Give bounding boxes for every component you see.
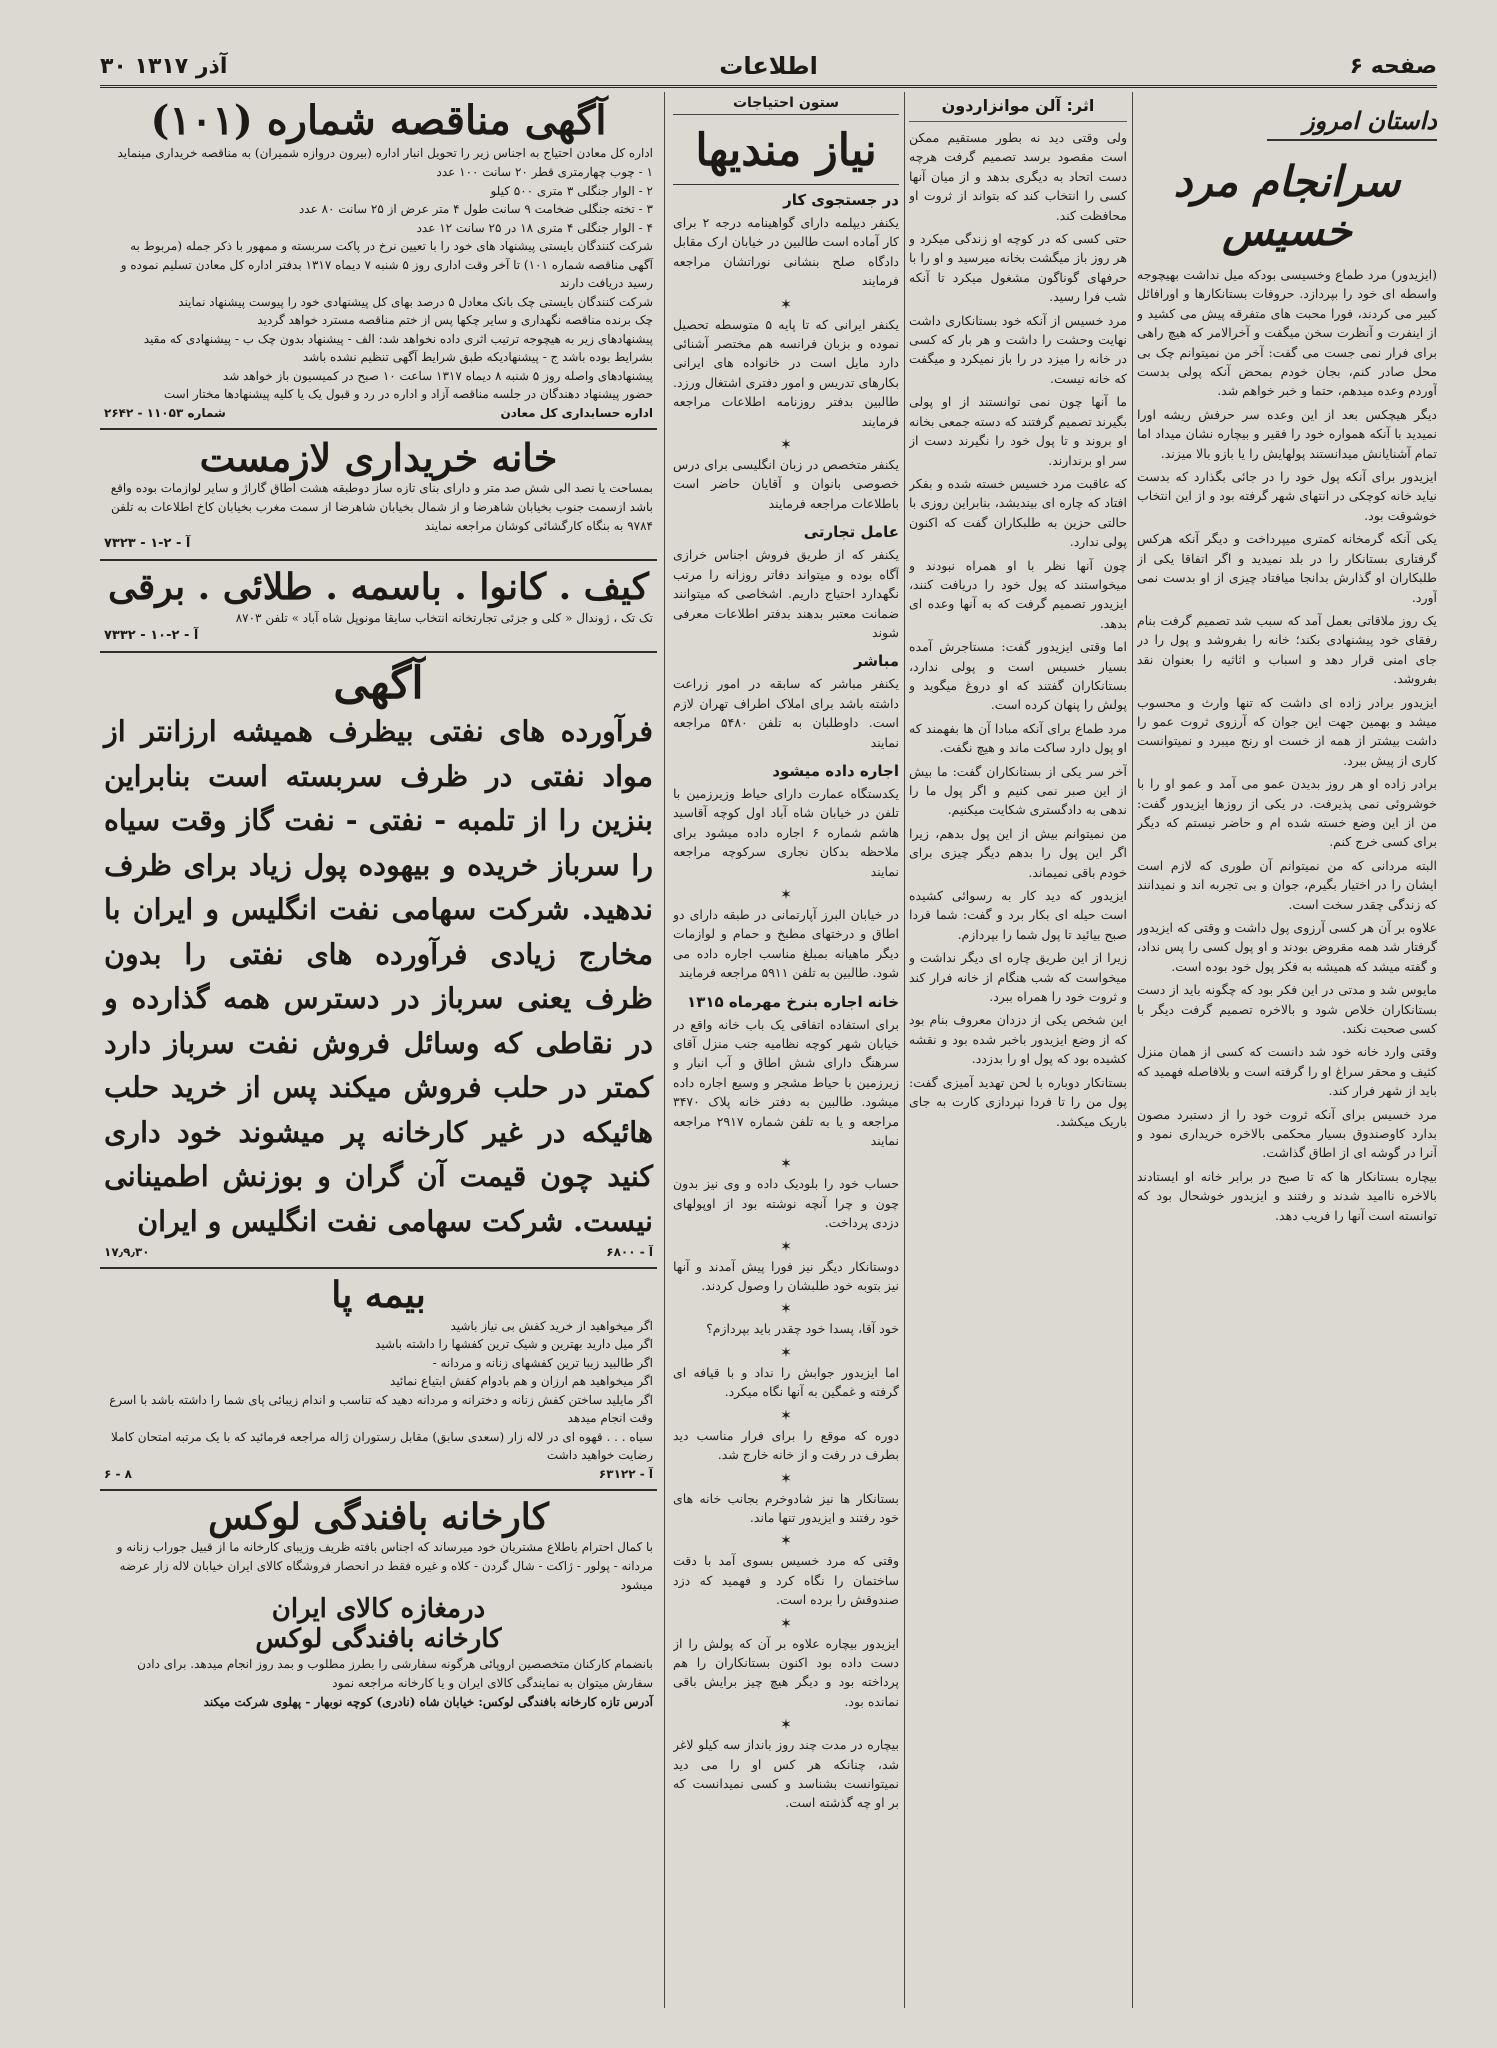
classified-group-title: عامل تجارتی <box>803 523 899 542</box>
separator-star-icon: ✶ <box>780 1301 792 1318</box>
bags-ad-title: کیف . کانوا . باسمه . طلائی . برقی <box>108 566 649 609</box>
knitting-ad-body2: بانضمام کارکنان متخصصین اروپائی هرگونه سفارشی را بطرز مطلوب و بمد روز انجام میدهد. برای دادن سفارش میتوان به نمایندگی کالای ایران و یا کارخانه مراجعه نمود <box>137 1656 653 1690</box>
separator-star-icon: ✶ <box>780 886 792 903</box>
shoe-ad-ref: آ - ۶۳۱۲۲ <box>598 1466 653 1481</box>
story-byline: اثر: آلن موانزاردون <box>909 92 1127 122</box>
knitting-ad-body: با کمال احترام باطلاع مشتریان خود میرساند که اجناس بافته ظریف وزیبای کارخانه ما از قبیل جوراب زنانه و مردانه - پولور - ژاکت - شال گردن - کلاه و غیره فقط در انحصار فروشگاه کالای ایران خیابان لاله زار عرضه میشود <box>116 1539 653 1592</box>
story-paragraph: برادر زاده او هر روز بدیدن عمو می آمد و عمو او را با خوشروئی نمی پذیرفت. در یکی از روزها ایزیدور گفت: من از این وضع خسته شده ام و حاضر نیستم که دیگر برای کسی خرج کنم. <box>1137 776 1437 850</box>
classified-group-title: خانه اجاره بنرخ مهرماه ۱۳۱۵ <box>687 992 899 1011</box>
shoe-ad <box>100 1269 657 1490</box>
tender-item: پیشنهادهای زیر به هیچوجه ترتیب اثری داده نخواهد شد: الف - پیشنهاد بدون چک ب - پیشنهادی که مقید بشرایط بوده باشد ج - پیشنهادیکه طبق شرایط آگهی تنظیم نشده باشد <box>143 331 653 364</box>
story-paragraph: علاوه بر آن هر کسی آرزوی پول داشت و وقتی که ایزیدور گرفتار شد همه مقروض بودند و او پول کسی را پس نداد، و گفته میشد که همیشه به فکر پول خود بوده است. <box>1137 920 1437 974</box>
masthead <box>100 48 1437 88</box>
separator-star-icon: ✶ <box>780 1344 792 1361</box>
classified-item: دوستانکار دیگر نیز فورا پیش آمدند و آنها نیز بتوبه خود طلبشان را وصول کردند. <box>673 1258 899 1294</box>
oil-ad <box>100 653 657 1270</box>
oil-ad-date: ۱۷٫۹٫۳۰ <box>104 1245 150 1260</box>
story-paragraph: زیرا از این طریق چاره ای دیگر نداشت و میخواست که شب هنگام از خانه فرار کند و ثروت خود را همراه ببرد. <box>909 950 1127 1005</box>
classified-group-title: مباشر <box>853 652 899 671</box>
bags-ad <box>100 561 657 652</box>
story-paragraph: ولی وقتی دید نه بطور مستقیم ممکن است مقصود برسد تصمیم گرفت هرچه دست اتحاد به دیگری بدهد و از میان آنها کسی را انتخاب کند که بتواند از ثروت او محافظت کند. <box>909 130 1127 223</box>
classified-item: دوره که موقع را برای فرار مناسب دید بطرف در رفت و از خانه خارج شد. <box>673 1427 899 1463</box>
story-body-continued <box>909 122 1127 1131</box>
story-paragraph: من نمیتوانم بیش از این پول بدهم، زیرا اگر این پول را بدهم دیگر چیزی برای خودم باقی نمیماند. <box>909 825 1127 880</box>
classified-group <box>673 756 899 983</box>
story-paragraph: وقتی وارد خانه خود شد دانست که کسی از همان منزل کثیف و محقر سراغ او را گرفته است و بلافاصله فهمید که باید از شهر فرار کند. <box>1137 1044 1437 1099</box>
classifieds-section-label: ستون احتیاجات <box>673 92 899 115</box>
house-wanted-body: بمساحت یا نصد الی شش صد متر و دارای بنای تازه ساز دوطبقه هشت اطاق گاراژ و سایر لوازمات بوده واقع باشد ازسمت جنوب بخیابان شاهرضا و از شمال بخیابان شاهرضا از سمت مغرب بخیابان کاخ اطلاعات به تلفن ۹۷۸۴ به بنگاه کارگشائی کوشان مراجعه نمایند <box>110 481 653 534</box>
classified-item: یکنفر که از طریق فروش اجناس خرازی آگاه بوده و میتواند دفاتر روزانه را مرتب نگهدارد احتیاج داریم. اشخاصی که میتوانند ضمانت معتبر بدهند بدفتر اطلاعات معرفی شوند <box>673 547 899 640</box>
separator-star-icon: ✶ <box>780 1533 792 1550</box>
story-paragraph: البته مردانی که من نمیتوانم آن طوری که لازم است ایشان را در اختیار بگیرم، جوان و بی تجربه اند و نمیدانند که زندگی چقدر سخت است. <box>1137 857 1437 912</box>
classified-item: یکنفر دیپلمه دارای گواهینامه درجه ۲ برای کار آماده است طالبین در خیابان ارک مقابل دادگاه صلح بنشانی نوراتشان مراجعه فرمایند <box>673 215 899 289</box>
separator-star-icon: ✶ <box>780 1238 792 1255</box>
tender-item: پیشنهادهای واصله روز ۵ شنبه ۸ دیماه ۱۳۱۷ ساعت ۱۰ صبح در کمیسیون باز خواهد شد <box>222 368 653 383</box>
oil-ad-ref: آ - ۶۸۰۰ <box>606 1245 653 1260</box>
story-paragraph: که عاقبت مرد خسیس خسته شده و بفکر افتاد که چاره ای بیندیشد، بنابراین روزی با حالتی حزین به طلبکاران گفت که اکنون پولی ندارد. <box>909 475 1127 550</box>
story-paragraph: مرد خسیس برای آنکه ثروت خود را از دستبرد مصون بدارد کاوصندوق بسیار محکمی بالاخره خریداری نمود و آنرا در گوشه ای از اطاق گذاشت. <box>1137 1106 1437 1161</box>
tender-ad-sign: اداره حسابداری کل معادن <box>500 405 653 420</box>
classified-group <box>673 185 899 513</box>
story-paragraph: این شخص یکی از دزدان معروف بنام بود که از وضع ایزیدور باخبر شده بود و نقشه کشیده بود که پول او را بدزدد. <box>909 1012 1127 1067</box>
classifieds-column <box>673 92 899 2018</box>
classified-item: خود آقا، پسدا خود چقدر باید بپردازم؟ <box>706 1321 899 1337</box>
classified-item: ایزیدور بیچاره علاوه بر آن که پولش را از دست داده بود اکنون بستانکاران را هم پرداخته بود و دیگر هیچ چیز برایش باقی نمانده بود. <box>673 1635 899 1709</box>
story-paragraph: بستانکار دوباره با لحن تهدید آمیزی گفت: پول من را تا فردا نپردازی کارت به جای باریک میکشد. <box>909 1074 1127 1129</box>
classified-group <box>673 517 899 642</box>
column-rule <box>1132 92 1133 2008</box>
separator-star-icon: ✶ <box>780 437 792 454</box>
separator-star-icon: ✶ <box>780 296 792 313</box>
house-wanted-ref: آ - ۲-۱ - ۷۳۲۳ <box>104 536 191 552</box>
oil-ad-footer <box>104 1243 653 1259</box>
tender-ad-intro: اداره کل معادن احتیاج به اجناس زیر را تحویل انبار اداره (بیرون دروازه شمیران) به مناقصه خریداری مینماید <box>117 146 653 160</box>
house-wanted-title: خانه خریداری لازمست <box>199 434 558 480</box>
shoe-ad-line: اگر میل دارید بهترین و شیک ترین کفشها را داشته باشید <box>375 1337 653 1352</box>
oil-ad-body: فرآورده های نفتی بیظرف همیشه ارزانتر از مواد نفتی در ظرف سربسته است بنابراین بنزین را از تلمبه - نفتی - نفت گاز وقت سیاه را سرباز خریده و بیهوده پول زیاد برای ظرف ندهید. شرکت سهامی نفت انگلیس و ایران با مخارج زیادی فرآورده های نفتی را بدون ظرف یعنی سرباز در دسترس همه گذارده و در نقاطی که وسائل فروش نفت سرباز دارد کمتر در حلب فروش میکند پس از خرید حلب هائیکه در غیر کارخانه پر میشوند خود داری کنید چون قیمت آن گران و بوزنش اطمینانی نیست. شرکت سهامی نفت انگلیس و ایران <box>104 714 653 1238</box>
classified-item: یکدستگاه عمارت دارای حیاط وزیرزمین با تلفن در خیابان شاه آباد اول کوچه آقاسید هاشم شماره ۶ اجاره داده میشود برای ملاحظه بدکان نجاری سرکوچه مراجعه نمایند <box>673 785 899 879</box>
bags-ad-body: تک تک ، ژوندال « کلی و جزئی تجارتخانه انتخاب سایقا مونوپل شاه آباد » تلفن ۸۷۰۳ <box>235 610 653 625</box>
tender-item: چک برنده مناقصه نگهداری و سایر چکها پس از ختم مناقصه مسترد خواهد گردید <box>257 313 653 327</box>
bags-ad-ref: آ - ۲-۱۰ - ۷۳۳۲ <box>104 627 199 643</box>
tender-item: شرکت کنندگان بایستی چک بانک معادل ۵ درصد بهای کل پیشنهادی خود را پیوست پیشنهاد نمایند <box>178 294 653 309</box>
classified-item: وقتی که مرد خسیس بسوی آمد با دقت ساختمان را نگاه کرد و فهمید که دزد صندوقش را برده است. <box>673 1553 899 1608</box>
tender-item: حضور پیشنهاد دهندگان در جلسه مناقصه آزاد و اداره در رد و قبول یک یا کلیه پیشنهادها مختار است <box>163 387 653 401</box>
classified-group <box>673 987 899 1813</box>
story-paragraph: ایزیدور برادر زاده ای داشت که تنها وارث و محسوب میشد و بهمین جهت این جوان که آرزوی ثروت عمو را داشت بیشتر از همه از خست او رنج میبرد و نمیتوانست کاری از پیش ببرد. <box>1137 694 1437 768</box>
shoe-ad-footer <box>104 1465 653 1481</box>
story-paragraph: یکی آنکه گرمخانه کمتری میپرداخت و دیگر آنکه هرکس گرفتاری بستانکار را در بلد نمیدید و اگر اتفاقا یکی از طلبکاران او گذارش بدانجا میافتاد چیزی از او بدست نمی آورد. <box>1137 531 1437 605</box>
tender-ad-title: آگهی مناقصه شماره (۱۰۱) <box>150 97 607 144</box>
issue-date: ۳۰ آذر ۱۳۱۷ <box>100 54 228 79</box>
classified-group-title: اجاره داده میشود <box>772 761 899 780</box>
shoe-ad-line: اگر میخواهید از خرید کفش بی نیاز باشید <box>450 1318 653 1333</box>
shoe-ad-ref2: ۸ - ۶ <box>104 1466 132 1481</box>
house-wanted-ad <box>100 430 657 562</box>
shoe-ad-title: بیمه پا <box>331 1274 426 1317</box>
shoe-ad-line: اگر میخواهید هم ارزان و هم بادوام کفش ابتیاع نمائید <box>390 1374 653 1389</box>
shoe-ad-line: سیاه . . . قهوه ای در لاله زار (سعدی سابق) مقابل رستوران ژاله مراجعه فرمائید که با یک مرتبه امتحان کاملا رضایت خواهید داشت <box>111 1429 653 1463</box>
ads-column <box>100 92 657 2018</box>
classified-item: در خیابان البرز آپارتمانی در طبقه دارای دو اطاق و درختهای مطبخ و حمام و لوازمات دیگر ماهیانه بمبلغ مناسب اجاره داده می شود. طالبین به تلفن ۵۹۱۱ مراجعه فرمایند <box>673 906 899 981</box>
story-paragraph: ایزیدور برای آنکه پول خود را در جائی بگذارد که بدست نیاید خانه کوچکی در انتهای شهر گرفته بود و از این انتخاب خوشوقت بود. <box>1137 469 1437 523</box>
story-paragraph: ما آنها چون نمی توانستند از او پولی بگیرند تصمیم گرفتند که دسته جمعی بخانه او بروند و تا پول خود را نگیرند دست از سر او برندارند. <box>909 394 1127 468</box>
classified-item: اما ایزیدور جوابش را نداد و با قیافه ای گرفته و غمگین به آنها نگاه میکرد. <box>673 1364 899 1400</box>
tender-ad-ref: شماره ۱۱۰۵۳ - ۲۶۴۲ <box>104 405 226 420</box>
separator-star-icon: ✶ <box>780 1615 792 1632</box>
separator-star-icon: ✶ <box>780 1156 792 1173</box>
classified-item: یکنفر مباشر که سابقه در امور زراعت داشته باشد برای املاک اطراف تهران لازم است. داوطلبان به تلفن ۵۴۸۰ مراجعه نمایند <box>673 676 899 750</box>
tender-ad <box>100 92 657 430</box>
story-paragraph: آخر سر یکی از بستانکاران گفت: ما بیش از این صبر نمی کنیم و اگر پول ما را ندهی به دادگستری شکایت میکنیم. <box>909 763 1127 818</box>
story-paragraph: مایوس شد و مدتی در این فکر بود که چگونه باید از دست بستانکاران خلاص شود و بالاخره تصمیم گرفت دیگر با کسی صحبت نکند. <box>1137 982 1437 1037</box>
story-column <box>1137 92 1437 2018</box>
story-paragraph: حتی کسی که در کوچه او زندگی میکرد و هر روز باز میگشت بخانه میرسید و او را با حرفهای گوناگون مشغول میکرد تا آنکه شب فرا رسید. <box>909 231 1127 305</box>
classified-group-title: در جستجوی کار <box>783 191 899 209</box>
classified-item: برای استفاده اتفاقی یک باب خانه واقع در خیابان شهر کوچه نظامیه جنب منزل آقای سرهنگ دارای شش اطاق و آب انبار و زیرزمین با حیاط مشجر و وسیع اجاره داده میشود. طالبین به دفتر خانه پلاک ۳۴۷۰ مراجعه و یا به تلفن شماره ۲۹۱۷ مراجعه نمایند <box>673 1016 899 1149</box>
knitting-ad-factory: کارخانه بافندگی لوکس <box>255 1623 502 1654</box>
tender-ad-items <box>104 163 653 404</box>
classified-groups <box>673 185 899 1813</box>
classified-item: حساب خود را بلودیک داده و وی نیز بدون چون و چرا آنچه نوشته بود از اوپولهای دزدی پرداخت. <box>673 1176 899 1231</box>
story-paragraph: مرد طماع برای آنکه مبادا آن ها بفهمند که او پول دارد ساکت ماند و هیچ نگفت. <box>909 720 1127 756</box>
separator-star-icon: ✶ <box>780 1717 792 1734</box>
tender-item: ۱ - چوب چهارمتری قطر ۲۰ سانت ۱۰۰ عدد <box>436 165 653 179</box>
tender-item: شرکت کنندگان بایستی پیشنهاد های خود را با تعیین نرخ در پاکت سربسته و ممهور با ذکر جمله (مربوط به آگهی مناقصه شماره ۱۰۱) تا آخر وقت اداری روز ۵ شنبه ۷ دیماه ۱۳۱۷ بدفتر اداره کل معادن تسلیم نموده و رسید دریافت دارند <box>120 239 653 290</box>
story-paragraph: مرد خسیس از آنکه خود بستانکاری داشت نهایت وحشت را داشت و هر بار که کسی در خانه را میزد در را باز نمیکرد و میگفت که خانه نیست. <box>909 312 1127 386</box>
tender-ad-footer <box>104 404 653 420</box>
knitting-ad-store: درمغازه کالای ایران <box>271 1593 486 1624</box>
shoe-ad-line: اگر طالبید زیبا ترین کفشهای زنانه و مردانه - <box>432 1355 653 1370</box>
story-paragraph: (ایزیدور) مرد طماع وخسیسی بودکه میل نداشت بهیچوجه واسطه ای خود را بپردازد. حروفات بستانکارها و اورافائل کبیر می کردند، فورا محبت های متفرقه پیش می کشید و از اینفرت و آنظرت سخن میگفت و آخرالامر که هیچ راهی برای فرار نمی جست می گفت: آخر من نمیتوانم چک بی محل صادر کنم، بجان خودم بمحض آنکه پولی بدست آوردم وعده میدهم، حتما و خبر خواهم شد. <box>1137 267 1437 399</box>
story-paragraph: دیگر هیچکس بعد از این وعده سر حرفش ریشه اورا نمیدید با آنکه همواره خود را فقیر و بیچاره نشان میداد اما تمام آشنایانش میدانستند پولهایش را یا بازو بالا میزند. <box>1137 406 1437 461</box>
classifieds-heading: نیاز مندیها <box>673 115 899 185</box>
story-paragraph: یک روز ملاقاتی بعمل آمد که سبب شد تصمیم گرفت بنام رفقای خود پیشنهادی بکند؛ خانه را بفروشد و پول را در جای امنی قرار دهد و اسباب و اثاثیه را بعنوان نقد بفروشد. <box>1137 612 1437 687</box>
story-paragraph: ایزیدور که دید کار به رسوائی کشیده است حیله ای بکار برد و گفت: شما فردا صبح بیائید تا پول شما را بپردازم. <box>909 888 1127 942</box>
oil-ad-title: آگهی <box>333 657 424 709</box>
knitting-ad <box>100 1491 657 1720</box>
page-number: صفحه ۶ <box>1349 54 1437 79</box>
classified-item: یکنفر ایرانی که تا پایه ۵ متوسطه تحصیل نموده و بزبان فرانسه هم مختصر آشنائی دارد مایل است در خانواده های ایرانی بکارهای تدریس و امور دفتری اشتغال ورزد. طالبین بدفتر روزنامه اطلاعات مراجعه فرمایند <box>673 316 899 429</box>
tender-item: ۲ - الوار جنگلی ۳ متری ۵۰۰ کیلو <box>490 183 653 198</box>
story-title: سرانجام مرد خسیس <box>1173 157 1401 255</box>
story-paragraph: چون آنها نظر با او همراه نبودند و میخواستند که پول خود را دریافت کنند، ایزیدور تصمیم گرفت که به آنها وعده ای بدهد. <box>909 557 1127 631</box>
shoe-ad-items <box>104 1317 653 1465</box>
classified-item: بستانکار ها نیز شادوخرم بجانب خانه های خود رفتند و ایزیدور تنها ماند. <box>673 1490 899 1525</box>
story-continuation-column <box>909 92 1127 2018</box>
story-paragraph: اما وقتی ایزیدور گفت: مستاجرش آمده بسیار خسیس است و پولی ندارد، بستانکاران گفتند که او دروغ میگوید و پولش را پنهان کرده است. <box>909 639 1127 713</box>
knitting-ad-address: آدرس تازه کارخانه بافندگی لوکس: خیابان شاه (نادری) کوچه نوبهار - پهلوی شرکت میکند <box>203 1694 653 1709</box>
column-rule <box>664 92 665 2008</box>
story-body <box>1137 265 1437 1225</box>
classified-item: یکنفر متخصص در زبان انگلیسی برای درس خصوصی بانوان و آقایان حاضر است باطلاعات مراجعه فرمایند <box>673 457 899 511</box>
tender-item: ۳ - تخته جنگلی ضخامت ۹ سانت طول ۴ متر عرض از ۲۵ سانت ۸۰ عدد <box>298 202 653 216</box>
classified-group <box>673 646 899 752</box>
story-paragraph: بیچاره بستانکار ها که تا صبح در برابر خانه او ایستادند بالاخره ناامید شدند و رفتند و ایزیدور خوشحال بود که توانسته است آنها را فریب دهد. <box>1137 1168 1437 1223</box>
section-title: داستان امروز <box>1267 92 1437 141</box>
separator-star-icon: ✶ <box>780 1407 792 1424</box>
column-rule <box>904 92 905 2008</box>
knitting-ad-title: کارخانه بافندگی لوکس <box>208 1495 549 1538</box>
separator-star-icon: ✶ <box>780 1470 792 1487</box>
shoe-ad-line: اگر مایلید ساختن کفش زنانه و دخترانه و مردانه دهید که تناسب و اندام زیبائی پای شما را داشته باشد با اسرع وقت انجام میدهد <box>109 1392 653 1426</box>
classified-item: بیچاره در مدت چند روز بانداز سه کیلو لاغر شد، چنانکه هر کس او را می دید نمیتوانست بشناسد و کسی نمیدانست که بر او چه گذشته است. <box>673 1737 899 1811</box>
newspaper-title: اطلاعات <box>719 52 818 80</box>
tender-item: ۴ - الوار جنگلی ۴ متری ۱۸ در ۲۵ سانت ۱۲ عدد <box>416 220 653 235</box>
